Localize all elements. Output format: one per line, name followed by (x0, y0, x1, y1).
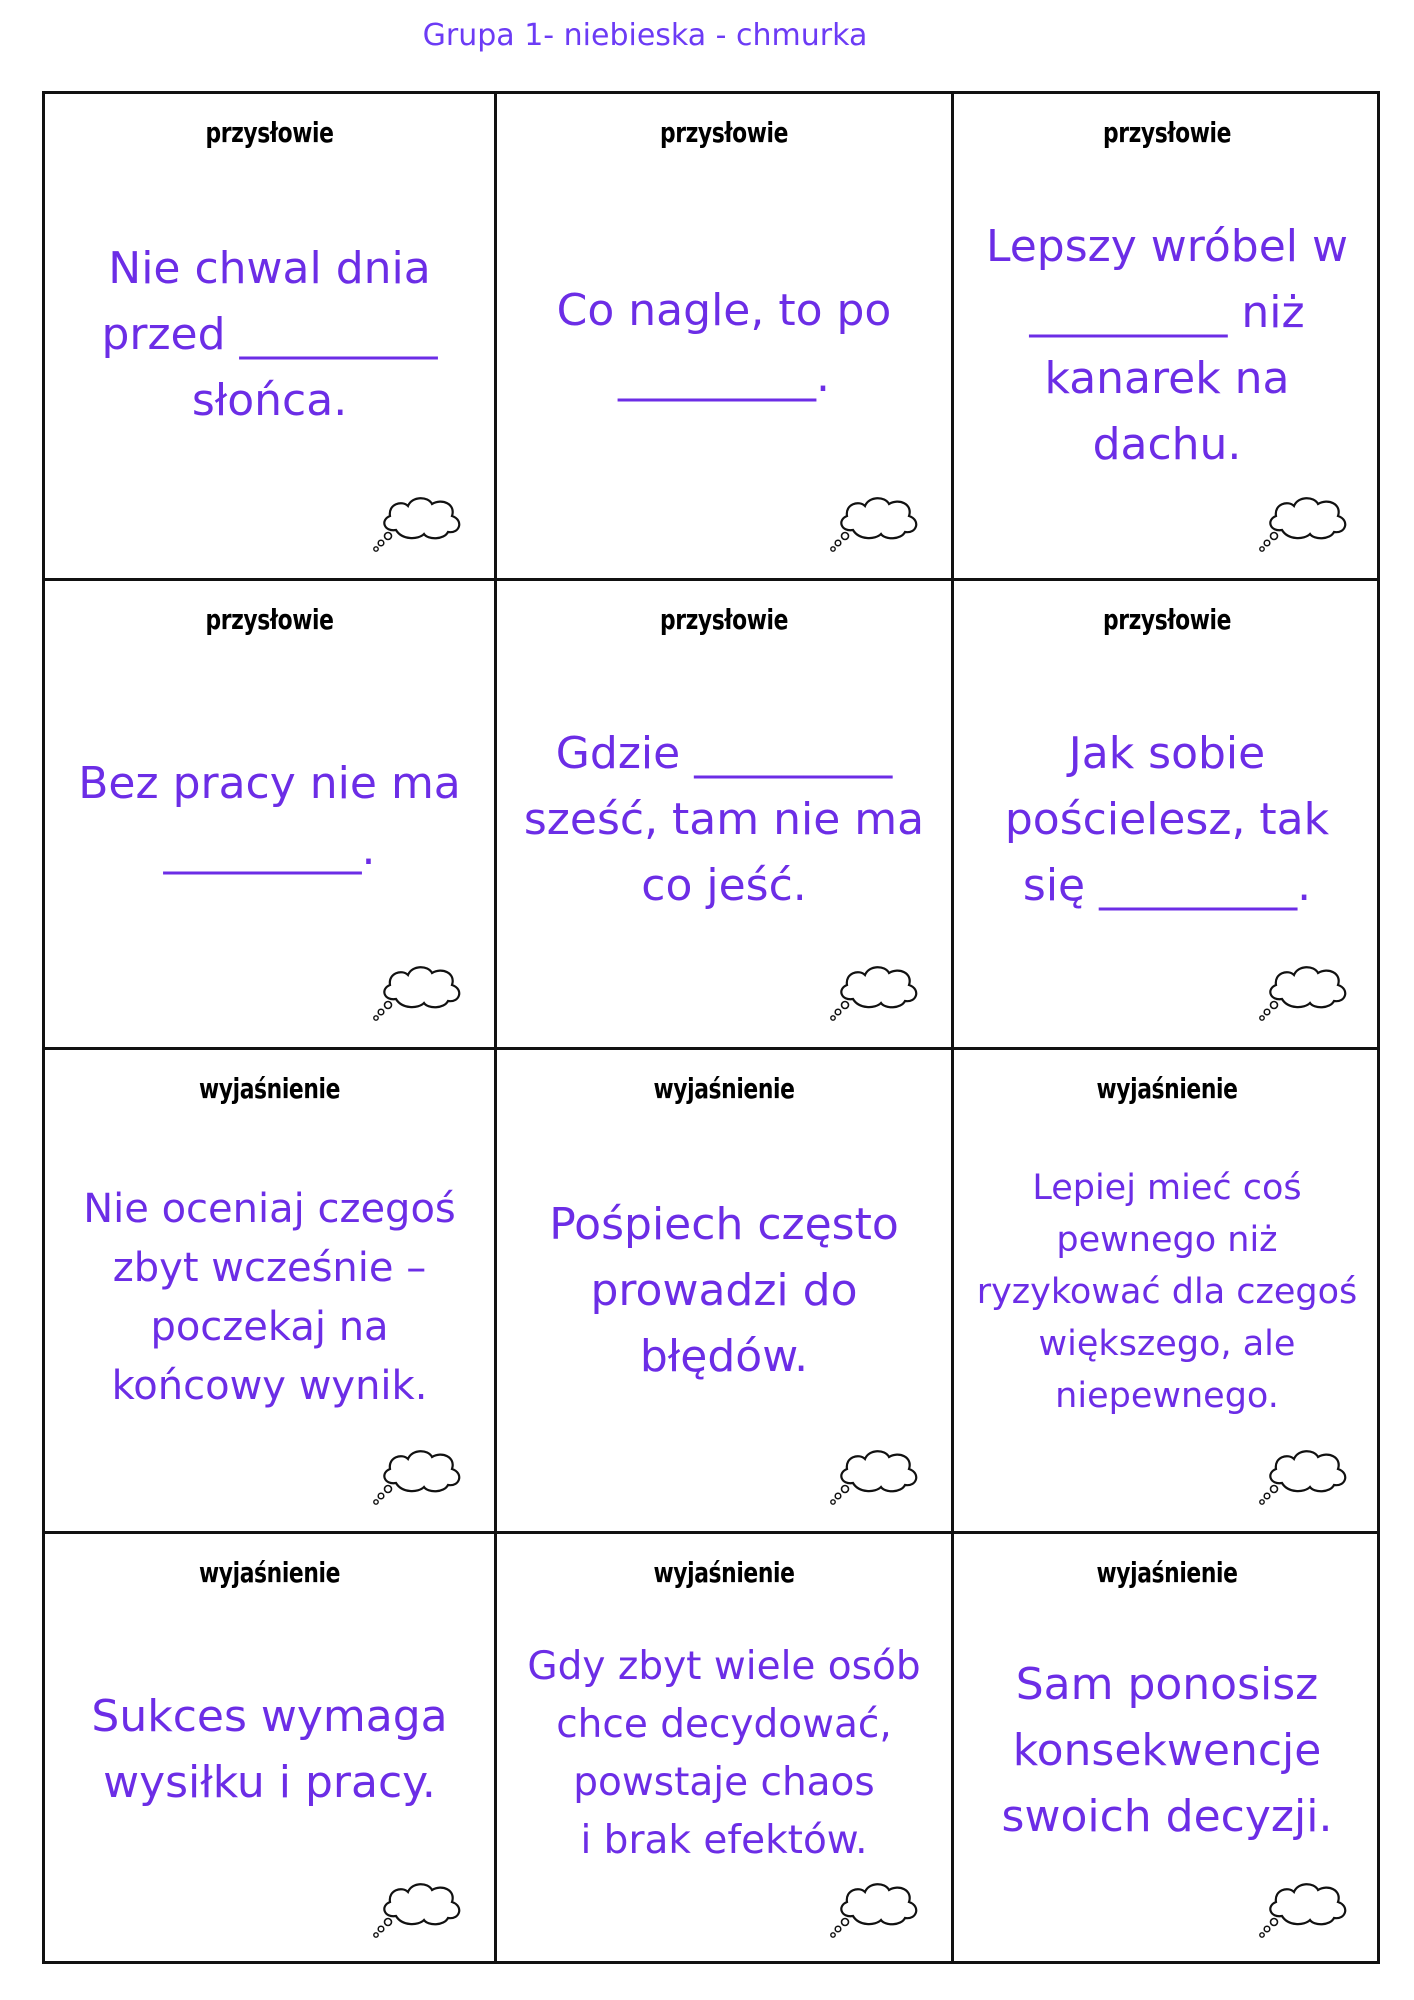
thought-cloud-icon (366, 1443, 466, 1507)
card-text: Lepszy wróbel w _________ niż kanarek na dachu. (985, 221, 1348, 470)
card-grid (42, 91, 1380, 1964)
card-text: Gdzie _________ sześć, tam nie ma co jeść. (523, 728, 925, 911)
card-label: wyjaśnienie (198, 1072, 341, 1105)
card-text: Co nagle, to po _________. (556, 285, 892, 402)
card-text: Lepiej mieć coś pewnego niż ryzykować dla czegoś większego, ale niepewnego. (976, 1168, 1358, 1416)
card (45, 94, 497, 581)
card (45, 581, 497, 1050)
card (497, 581, 954, 1050)
card-label: przysłowie (1102, 116, 1232, 149)
thought-cloud-icon (366, 1876, 466, 1940)
card-label: przysłowie (1102, 603, 1232, 636)
card (497, 1050, 954, 1534)
card-text: Pośpiech często prowadzi do błędów. (549, 1199, 899, 1382)
thought-cloud-icon (823, 490, 923, 554)
thought-cloud-icon (823, 1443, 923, 1507)
card-text: Gdy zbyt wiele osób chce decydować, powstaje chaos i brak efektów. (527, 1644, 921, 1863)
card-label: wyjaśnienie (1096, 1556, 1238, 1589)
thought-cloud-icon (366, 959, 466, 1023)
thought-cloud-icon (1252, 490, 1352, 554)
card (954, 581, 1380, 1050)
card-label: przysłowie (205, 603, 334, 636)
card-label: przysłowie (205, 116, 334, 149)
card-label: wyjaśnienie (198, 1556, 341, 1589)
card-text: Jak sobie pościelesz, tak się _________. (1004, 728, 1330, 911)
card (954, 1050, 1380, 1534)
card (954, 94, 1380, 581)
card (45, 1534, 497, 1964)
card-label: wyjaśnienie (653, 1072, 795, 1105)
card-text: Nie oceniaj czegoś zbyt wcześnie – poczekaj na końcowy wynik. (83, 1186, 456, 1409)
card-text: Nie chwal dnia przed _________ słońca. (101, 243, 438, 426)
card (45, 1050, 497, 1534)
thought-cloud-icon (823, 1876, 923, 1940)
thought-cloud-icon (823, 959, 923, 1023)
card-label: wyjaśnienie (653, 1556, 795, 1589)
card-label: przysłowie (659, 603, 789, 636)
thought-cloud-icon (1252, 1443, 1352, 1507)
card-text: Bez pracy nie ma _________. (78, 758, 461, 875)
card-text: Sam ponosisz konsekwencje swoich decyzji. (1001, 1659, 1333, 1842)
card-label: przysłowie (659, 116, 789, 149)
card-text: Sukces wymaga wysiłku i pracy. (91, 1691, 448, 1808)
card-label: wyjaśnienie (1096, 1072, 1238, 1105)
thought-cloud-icon (1252, 959, 1352, 1023)
card (954, 1534, 1380, 1964)
page-title: Grupa 1- niebieska - chmurka (422, 18, 868, 53)
card (497, 94, 954, 581)
thought-cloud-icon (366, 490, 466, 554)
card (497, 1534, 954, 1964)
thought-cloud-icon (1252, 1876, 1352, 1940)
